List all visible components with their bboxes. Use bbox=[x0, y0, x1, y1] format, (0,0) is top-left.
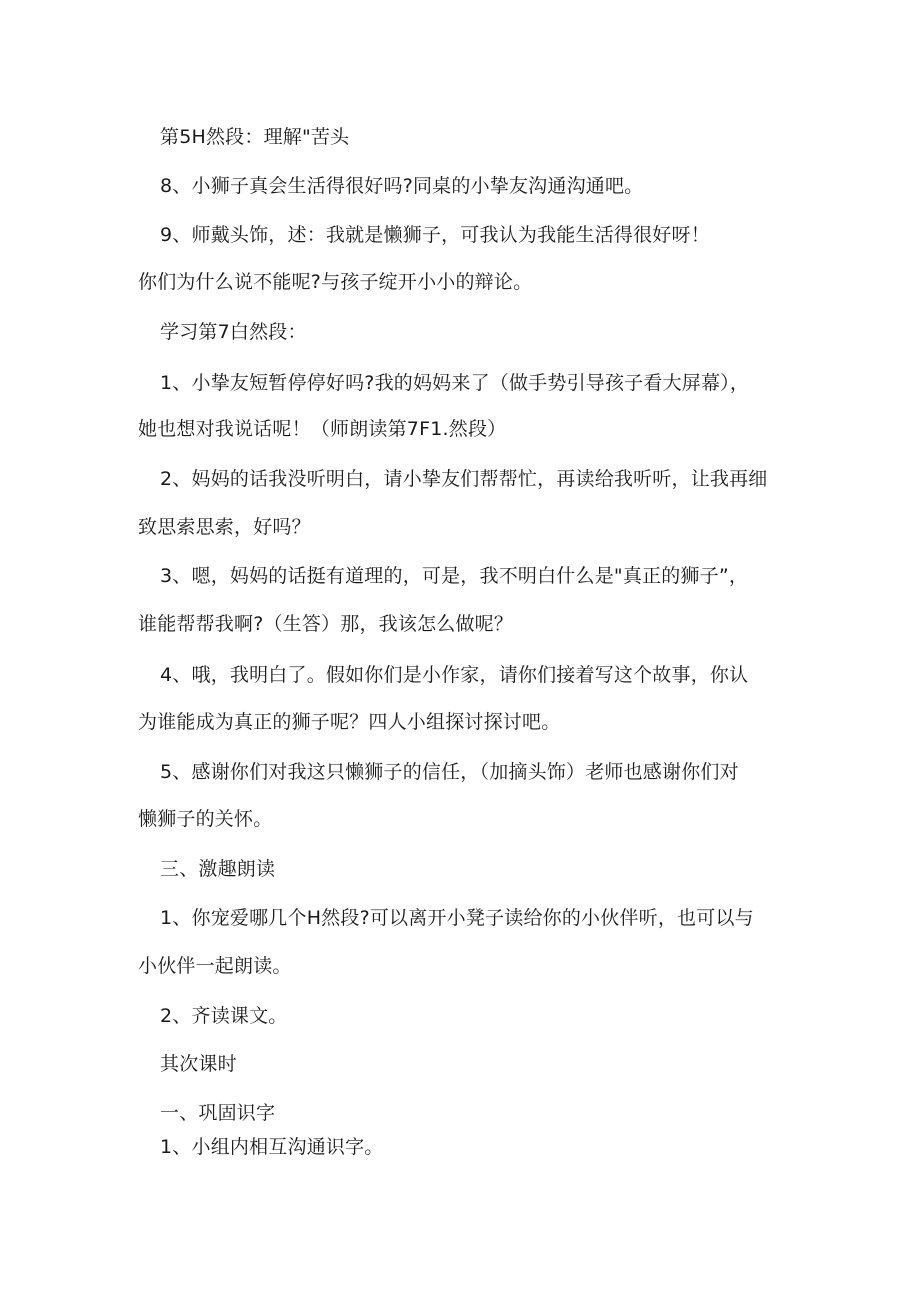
paragraph-line: 你们为什么说不能呢?与孩子绽开小小的辩论。 bbox=[138, 271, 533, 293]
paragraph-line: 8、小狮子真会生活得很好吗?同桌的小挚友沟通沟通吧。 bbox=[160, 175, 644, 197]
paragraph-line: 小伙伴一起朗读。 bbox=[138, 955, 292, 977]
section-heading: 三、激趣朗读 bbox=[160, 858, 276, 880]
paragraph-line: 2、齐读课文。 bbox=[160, 1005, 288, 1027]
paragraph-line: 致思索思索，好吗？ bbox=[138, 516, 311, 538]
paragraph-line: 她也想对我说话呢！（师朗读第7F1.然段） bbox=[138, 418, 507, 440]
paragraph-line: 3、嗯，妈妈的话挺有道理的，可是，我不明白什么是"真正的狮子”， bbox=[160, 565, 749, 587]
section-heading: 其次课时 bbox=[160, 1053, 237, 1075]
paragraph-line: 9、师戴头饰，述：我就是懒狮子，可我认为我能生活得很好呀！ bbox=[160, 224, 710, 246]
section-heading: 一、巩固识字 bbox=[160, 1102, 276, 1124]
paragraph-line: 1、小组内相互沟通识字。 bbox=[160, 1136, 384, 1158]
paragraph-line: 谁能帮帮我啊?（生答）那，我该怎么做呢？ bbox=[138, 613, 514, 635]
paragraph-line: 5、感谢你们对我这只懒狮子的信任，（加摘头饰）老师也感谢你们对 bbox=[160, 761, 739, 783]
paragraph-line: 2、妈妈的话我没听明白，请小挚友们帮帮忙，再读给我听听，让我再细 bbox=[160, 468, 768, 490]
paragraph-line: 第5H然段：理解"苦头 bbox=[160, 126, 350, 148]
paragraph-line: 为谁能成为真正的狮子呢？四人小组探讨探讨吧。 bbox=[138, 711, 561, 733]
paragraph-line: 4、哦，我明白了。假如你们是小作家，请你们接着写这个故事，你认 bbox=[160, 664, 749, 686]
paragraph-line: 1、小挚友短暂停停好吗?我的妈妈来了（做手势引导孩子看大屏幕）， bbox=[160, 372, 750, 394]
paragraph-line: 学习第7白然段： bbox=[160, 321, 307, 343]
paragraph-line: 1、你宠爱哪几个H然段?可以离开小凳子读给你的小伙伴听，也可以与 bbox=[160, 907, 754, 929]
paragraph-line: 懒狮子的关怀。 bbox=[138, 808, 273, 830]
